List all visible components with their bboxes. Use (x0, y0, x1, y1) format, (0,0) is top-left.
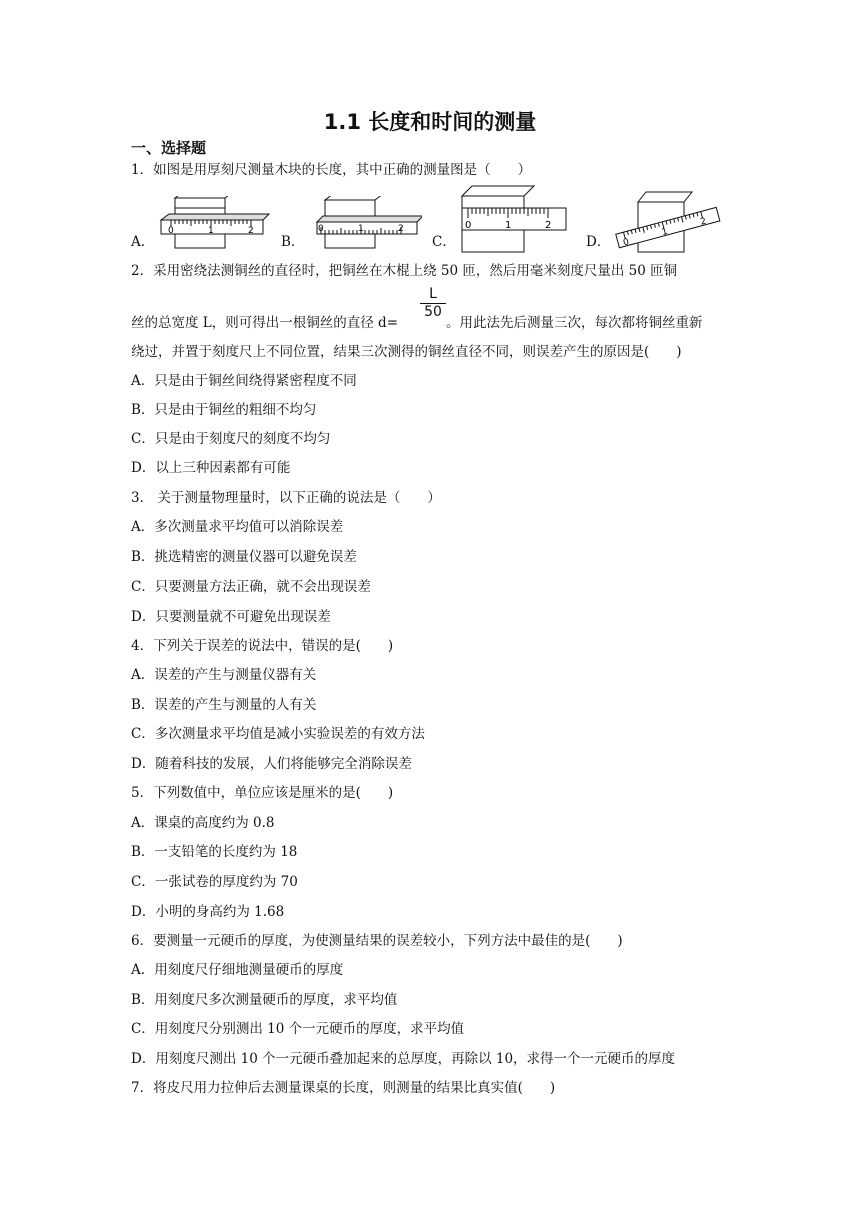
option-c-figure[interactable] (432, 184, 587, 254)
fraction-denominator: 50 (424, 304, 442, 320)
question-3-option-c[interactable]: C．只要测量方法正确，就不会出现误差 (131, 579, 371, 595)
ruler-tick-label: 1 (505, 220, 512, 231)
ruler-tick-label: 1 (660, 226, 669, 239)
ruler-diagram-a (157, 196, 272, 254)
ruler-tick-label: 0 (318, 224, 324, 234)
question-4-stem: 4．下列关于误差的说法中，错误的是( ) (131, 638, 394, 654)
question-2-line-2a: 丝的总宽度 L，则可得出一根铜丝的直径 d= (131, 315, 399, 331)
ruler-tick-label: 2 (398, 224, 404, 234)
question-2-option-d[interactable]: D．以上三种因素都有可能 (131, 460, 291, 476)
question-2-line-2b: 。用此法先后测量三次，每次都将铜丝重新 (446, 315, 703, 331)
question-6-option-c[interactable]: C．用刻度尺分别测出 10 个一元硬币的厚度，求平均值 (131, 1021, 465, 1037)
fraction-numerator: L (420, 286, 446, 304)
question-2-line-1: 2．采用密绕法测铜丝的直径时，把铜丝在木棍上绕 50 匝，然后用毫米刻度尺量出 50 匝铜 (131, 263, 678, 279)
option-a-figure[interactable] (131, 184, 281, 254)
ruler-tick-label: 1 (358, 224, 364, 234)
ruler-tick-label: 2 (248, 226, 254, 236)
question-4-option-c[interactable]: C．多次测量求平均值是减小实验误差的有效方法 (131, 726, 425, 742)
question-5-stem: 5．下列数值中，单位应该是厘米的是( ) (131, 785, 394, 801)
question-1-figures (131, 184, 731, 254)
question-5-option-b[interactable]: B．一支铅笔的长度约为 18 (131, 844, 298, 860)
question-6-stem: 6．要测量一元硬币的厚度，为使测量结果的误差较小，下列方法中最佳的是( ) (131, 933, 623, 949)
question-4-option-d[interactable]: D．随着科技的发展，人们将能够完全消除误差 (131, 756, 412, 772)
ruler-tick-label: 0 (465, 220, 472, 231)
question-3-option-b[interactable]: B．挑选精密的测量仪器可以避免误差 (131, 549, 357, 565)
question-6-option-b[interactable]: B．用刻度尺多次测量硬币的厚度，求平均值 (131, 992, 398, 1008)
question-1-stem: 1．如图是用厚刻尺测量木块的长度，其中正确的测量图是（ ） (131, 162, 532, 178)
option-a-label: A． (131, 234, 155, 250)
question-3-stem: 3． 关于测量物理量时，以下正确的说法是（ ） (131, 490, 441, 506)
ruler-tick-label: 2 (699, 216, 708, 228)
option-c-label: C． (432, 234, 456, 250)
ruler-diagram-b (307, 196, 422, 254)
ruler-tick-label: 0 (622, 237, 631, 249)
ruler-tick-label: 2 (545, 220, 552, 231)
option-b-figure[interactable] (281, 184, 431, 254)
question-5-option-d[interactable]: D．小明的身高约为 1.68 (131, 904, 285, 920)
option-b-label: B． (281, 234, 305, 250)
question-5-option-c[interactable]: C．一张试卷的厚度约为 70 (131, 874, 298, 890)
option-d-figure[interactable] (586, 184, 736, 254)
ruler-diagram-c (458, 184, 578, 254)
question-2-option-c[interactable]: C．只是由于刻度尺的刻度不均匀 (131, 431, 331, 447)
diameter-fraction (420, 286, 446, 320)
question-3-option-d[interactable]: D．只要测量就不可避免出现误差 (131, 609, 331, 625)
question-3-option-a[interactable]: A．多次测量求平均值可以消除误差 (131, 519, 344, 535)
option-d-label: D． (586, 234, 611, 250)
question-7-stem: 7．将皮尺用力拉伸后去测量课桌的长度，则测量的结果比真实值( ) (131, 1080, 556, 1096)
question-6-option-d[interactable]: D．用刻度尺测出 10 个一元硬币叠加起来的总厚度，再除以 10，求得一个一元硬币的厚度 (131, 1051, 676, 1067)
question-4-option-a[interactable]: A．误差的产生与测量仪器有关 (131, 667, 317, 683)
ruler-tick-label: 0 (168, 226, 174, 236)
ruler-tick-label: 1 (208, 226, 214, 236)
page-title: 1.1 长度和时间的测量 (323, 110, 537, 134)
question-5-option-a[interactable]: A．课桌的高度约为 0.8 (131, 815, 275, 831)
question-2-option-a[interactable]: A．只是由于铜丝间绕得紧密程度不同 (131, 373, 357, 389)
section-heading: 一、选择题 (131, 139, 207, 157)
question-6-option-a[interactable]: A．用刻度尺仔细地测量硬币的厚度 (131, 962, 344, 978)
question-4-option-b[interactable]: B．误差的产生与测量的人有关 (131, 697, 317, 713)
question-2-option-b[interactable]: B．只是由于铜丝的粗细不均匀 (131, 402, 317, 418)
ruler-diagram-d (612, 188, 727, 254)
question-2-line-3: 绕过，并置于刻度尺上不同位置，结果三次测得的铜丝直径不同，则误差产生的原因是( ) (131, 344, 682, 360)
